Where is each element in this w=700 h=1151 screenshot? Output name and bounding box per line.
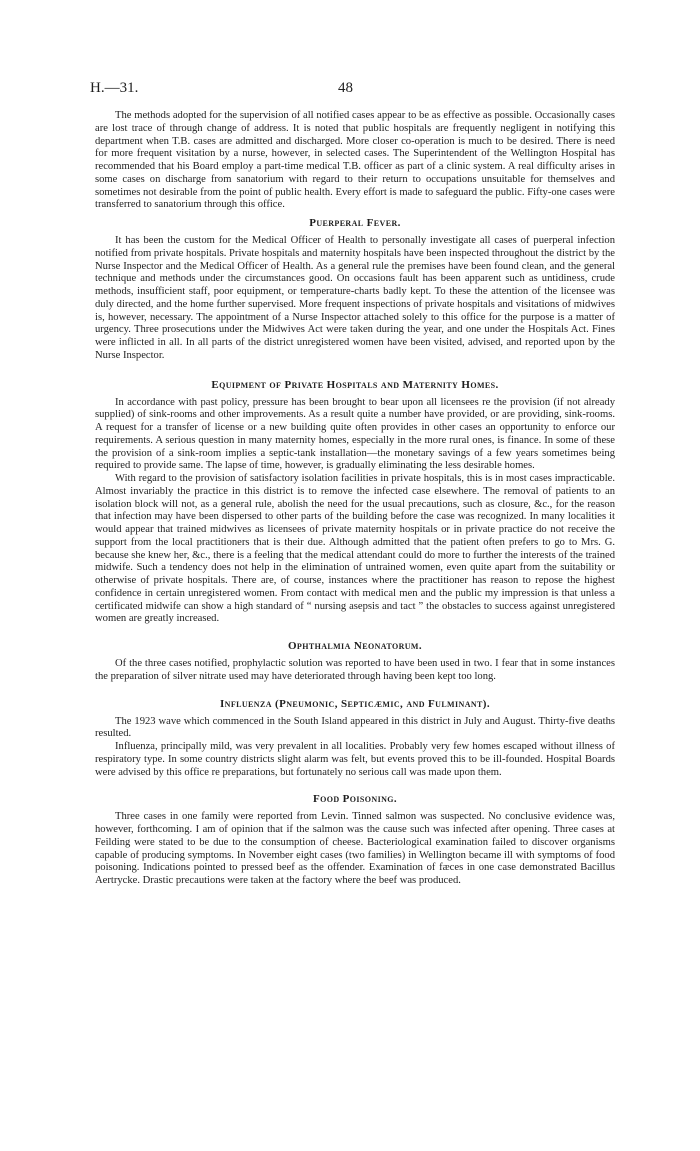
page-number: 48 <box>338 80 353 96</box>
heading-equipment-private-hospitals: Equipment of Private Hospitals and Maternity Homes. <box>211 378 499 391</box>
document-body <box>95 110 615 888</box>
paragraph-tb-supervision: The methods adopted for the supervision of all notified cases appear to be as effective as possible. Occasionally cases are lost trace of through change of address. It is noted that public hospitals are frequently negligent in notifying this department when T.B. cases are admitted and discharged. More closer co-operation is much to be desired. There is need for more frequent visitation by a nurse, however, in selected cases. The Superintendent of the Wellington Hospital has recommended that his Board employ a part-time medical T.B. officer as part of a clinic system. A real difficulty arises in some cases on discharge from sanatorium with regard to their return to occupations unsuitable for themselves and sometimes not desirable from the point of public health. Every effort is made to safeguard the public. Fifty-one cases were transferred to sanatorium through this office. <box>95 110 615 211</box>
heading-puerperal-fever: Puerperal Fever. <box>309 217 401 229</box>
paragraph-puerperal-fever: It has been the custom for the Medical Officer of Health to personally investigate all cases of puerperal infection notified from private hospitals. Private hospitals and maternity hospitals have been inspected throughout the district by the Nurse Inspector and the Medical Officer of Health. As a general rule the premises have been found clean, and the general technique and methods under the circumstances good. On occasions fault has been apparent such as untidiness, crude methods, insufficient staff, poor equipment, or temperature-charts badly kept. To these the attention of the licensee was duly directed, and the home further supervised. More frequent inspections of private hospitals and visitations of midwives is, however, necessary. The appointment of a Nurse Inspector attached solely to this office for the purpose is a matter of urgency. Three prosecutions under the Midwives Act were taken during the year, and one under the Hospitals Act. Fines were inflicted in all. In all parts of the district unregistered women have been visited, advised, and reported upon by the Nurse Inspector. <box>95 235 615 361</box>
paragraph-equipment-1: In accordance with past policy, pressure has been brought to bear upon all licensees re the provision (if not already supplied) of sink-rooms and other improvements. As a result quite a number have provided, or are providing, sink-rooms. A request for a transfer of license or a new building quite often provides in other cases an opportunity to enforce our requirements. A serious question in many maternity homes, especially in the more rural ones, is finance. In some of these the provision of a sink-room implies a septic-tank installation—the monetary savings of a few years sometimes being required to provide same. The lapse of time, however, is gradually eliminating the less desirable homes. <box>95 396 615 472</box>
heading-ophthalmia-neonatorum: Ophthalmia Neonatorum. <box>287 640 423 652</box>
page-header <box>90 80 610 102</box>
paragraph-ophthalmia: Of the three cases notified, prophylactic solution was reported to have been used in two. I fear that in some instances the preparation of silver nitrate used may have deteriorated through having been kept too long. <box>95 658 615 682</box>
paragraph-influenza-1: The 1923 wave which commenced in the South Island appeared in this district in July and August. Thirty-five deaths resulted. <box>95 715 615 740</box>
paragraph-food-poisoning: Three cases in one family were reported from Levin. Tinned salmon was suspected. No conclusive evidence was, however, forthcoming. I am of opinion that if the salmon was the cause such was infected after opening. Three cases at Feilding were stated to be due to the consumption of cheese. Bacteriological examination failed to discover organisms capable of producing symptoms. In November eight cases (two families) in Wellington became ill with symptoms of food poisoning. Indications pointed to pressed beef as the offender. Examination of fæces in one case demonstrated Bacillus Aertrycke. Drastic precautions were taken at the factory where the beef was produced. <box>95 811 615 886</box>
heading-influenza: Influenza (Pneumonic, Septicæmic, and Fulminant). <box>219 697 491 710</box>
paragraph-influenza-2: Influenza, principally mild, was very prevalent in all localities. Probably very few homes escaped without illness of respiratory type. In some country districts slight alarm was felt, but events proved this to be ill-founded. Hospital Boards were advised by this office re preparations, but fortunately no serious call was made upon them. <box>95 741 615 778</box>
paragraph-equipment-2: With regard to the provision of satisfactory isolation facilities in private hospitals, this is in most cases impracticable. Almost invariably the practice in this district is to remove the infected case elsewhere. The removal of patients to an isolation block will not, as a general rule, abolish the need for the usual precautions, such as closure, &c., for the reason that infection may have been dispersed to other parts of the building before the case was recognized. In many localities it would appear that trained midwives as licensees of private maternity hospitals or in private practice do not receive the support from the local practitioners that is their due. Although admitted that the patient often prefers to go to Mrs. G. because she knew her, &c., there is a feeling that the medical attendant could do more to further the interests of the trained midwife. Such a tendency does not help in the elimination of untrained women, even quite apart from the suitability or otherwise of private hospitals. There are, of course, instances where the practitioner has reason to repose the highest confidence in certain unregistered women. From contact with medical men and the public my impression is that unless a certificated midwife can show a high standard of “ nursing asepsis and tact ” the obstacles to success against unregistered women are greatly increased. <box>95 473 615 625</box>
document-reference: H.—31. <box>90 80 139 96</box>
heading-food-poisoning: Food Poisoning. <box>312 793 398 806</box>
